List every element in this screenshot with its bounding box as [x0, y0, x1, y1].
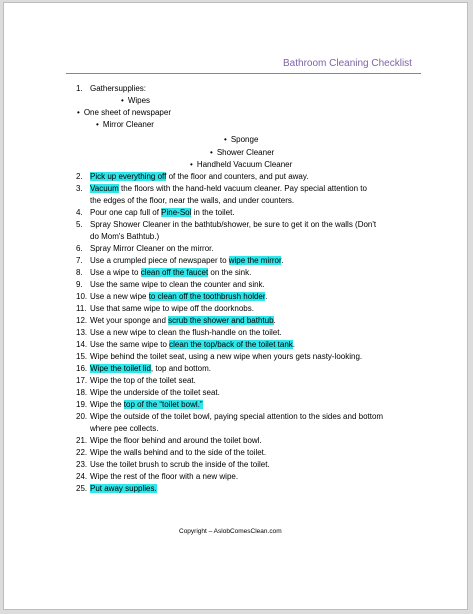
- list-item: [76, 292, 267, 302]
- highlighted-text: Put away supplies.: [90, 484, 157, 493]
- item-number: 11.: [76, 304, 87, 313]
- list-item: [76, 436, 262, 446]
- footer-copyright: Copyright – AslobComesClean.com: [179, 528, 282, 535]
- item-text: .: [273, 316, 276, 325]
- highlighted-text: clean off the faucet: [140, 268, 209, 277]
- list-item: [76, 256, 283, 266]
- item-number: 8.: [76, 268, 83, 277]
- item-text: Use the same wipe to: [90, 340, 170, 349]
- list-item: [76, 280, 265, 290]
- list-item: [76, 448, 266, 458]
- item-number: 23.: [76, 460, 88, 469]
- item-text: Use a new wipe: [90, 292, 149, 301]
- item-number: 24.: [76, 472, 88, 481]
- list-item: [76, 244, 214, 254]
- item-text: Use the toilet brush to scrub the inside of the toilet.: [90, 460, 270, 469]
- list-item: [76, 460, 270, 470]
- sub-bullet: • Sponge: [224, 135, 259, 144]
- item-number: 15.: [76, 352, 88, 361]
- list-item: [76, 340, 295, 350]
- sub-bullet: • Mirror Cleaner: [96, 120, 154, 129]
- item-number: 9.: [76, 280, 83, 289]
- item-text: .: [265, 292, 268, 301]
- item-text: Wipe behind the toilet seat, using a new wipe when yours gets nasty-looking.: [90, 352, 363, 361]
- item-text: Spray Shower Cleaner in the bathtub/shower, be sure to get it on the walls (Don't: [90, 220, 377, 229]
- sub-bullet: • One sheet of newspaper: [77, 108, 171, 117]
- item-number: 12.: [76, 316, 88, 325]
- item-number: 4.: [76, 208, 83, 217]
- item-number: 21.: [76, 436, 88, 445]
- item-number: 20.: [76, 412, 88, 421]
- list-item: [76, 84, 146, 94]
- item-text: Pour one cap full of: [90, 208, 162, 217]
- list-item: [76, 172, 309, 182]
- item-number: 6.: [76, 244, 83, 253]
- highlighted-text: to clean off the toothbrush holder: [148, 292, 266, 301]
- item-continuation: the edges of the floor, near the walls, and under counters.: [90, 196, 295, 205]
- item-text: Wipe the rest of the floor with a new wipe.: [90, 472, 239, 481]
- item-text: Use a wipe to: [90, 268, 141, 277]
- highlighted-text: Pick up everything off: [90, 172, 167, 181]
- document-page: [3, 2, 468, 610]
- item-number: 22.: [76, 448, 88, 457]
- list-item: [76, 220, 376, 230]
- sub-bullet: • Shower Cleaner: [210, 148, 275, 157]
- item-text: Use a new wipe to clean the flush-handle on the toilet.: [90, 328, 282, 337]
- item-number: 25.: [76, 484, 88, 493]
- highlighted-text: wipe the mirror: [228, 256, 282, 265]
- list-item: [76, 400, 203, 410]
- list-item: [76, 268, 251, 278]
- item-number: 3.: [76, 184, 83, 193]
- list-item: [76, 328, 282, 338]
- item-text: Wipe the floor behind and around the toilet bowl.: [90, 436, 262, 445]
- item-text: on the sink.: [208, 268, 252, 277]
- item-text: .: [292, 340, 296, 349]
- item-number: 16.: [76, 364, 88, 373]
- item-text: in the toilet.: [191, 208, 235, 217]
- item-text: Use that same wipe to wipe off the doorknobs.: [90, 304, 254, 313]
- list-item: [76, 184, 367, 194]
- list-item: [76, 364, 211, 374]
- item-text: Wet your sponge and: [90, 316, 169, 325]
- list-item: [76, 472, 238, 482]
- list-item: [76, 388, 220, 398]
- item-number: 14.: [76, 340, 88, 349]
- item-text: Wipe the: [90, 400, 124, 409]
- item-continuation: do Mom's Bathtub.): [90, 232, 160, 241]
- item-number: 2.: [76, 172, 83, 181]
- item-number: 17.: [76, 376, 88, 385]
- list-item: [76, 412, 383, 422]
- item-text: Wipe the walls behind and to the side of the toilet.: [90, 448, 267, 457]
- item-text: Gathersupplies:: [90, 84, 147, 93]
- item-text: Use a crumpled piece of newspaper to: [90, 256, 229, 265]
- list-item: [76, 316, 276, 326]
- highlighted-text: top of the “toilet bowl.”: [123, 400, 203, 409]
- item-text: Wipe the top of the toilet seat.: [90, 376, 196, 385]
- item-number: 10.: [76, 292, 88, 301]
- item-number: 7.: [76, 256, 83, 265]
- highlighted-text: Vacuum: [90, 184, 119, 193]
- list-item: [76, 376, 196, 386]
- item-text: , top and bottom.: [150, 364, 211, 373]
- list-item: [76, 208, 235, 218]
- highlighted-text: clean the top/back of the toilet tank: [169, 340, 293, 349]
- sub-bullet: • Wipes: [121, 96, 151, 105]
- item-text: of the floor and counters, and put away.: [166, 172, 309, 181]
- item-number: 1.: [76, 84, 83, 93]
- item-number: 13.: [76, 328, 88, 337]
- item-text: Wipe the underside of the toilet seat.: [90, 388, 220, 397]
- item-number: 5.: [76, 220, 83, 229]
- list-item: [76, 304, 254, 314]
- highlighted-text: Pine-Sol: [161, 208, 192, 217]
- item-continuation: where pee collects.: [90, 424, 159, 433]
- item-number: 19.: [76, 400, 88, 409]
- item-text: .: [281, 256, 284, 265]
- page-title: Bathroom Cleaning Checklist: [283, 58, 412, 69]
- highlighted-text: scrub the shower and bathtub: [168, 316, 274, 325]
- list-item: [76, 484, 157, 494]
- title-rule: [66, 73, 421, 74]
- item-text: Wipe the outside of the toilet bowl, paying special attention to the sides and bottom: [90, 412, 384, 421]
- highlighted-text: Wipe the toilet lid: [90, 364, 151, 373]
- sub-bullet: • Handheld Vacuum Cleaner: [190, 160, 293, 169]
- item-text: Spray Mirror Cleaner on the mirror.: [90, 244, 214, 253]
- item-text: Use the same wipe to clean the counter and sink.: [90, 280, 265, 289]
- item-number: 18.: [76, 388, 88, 397]
- item-text: the floors with the hand-held vacuum cleaner. Pay special attention to: [118, 184, 367, 193]
- list-item: [76, 352, 362, 362]
